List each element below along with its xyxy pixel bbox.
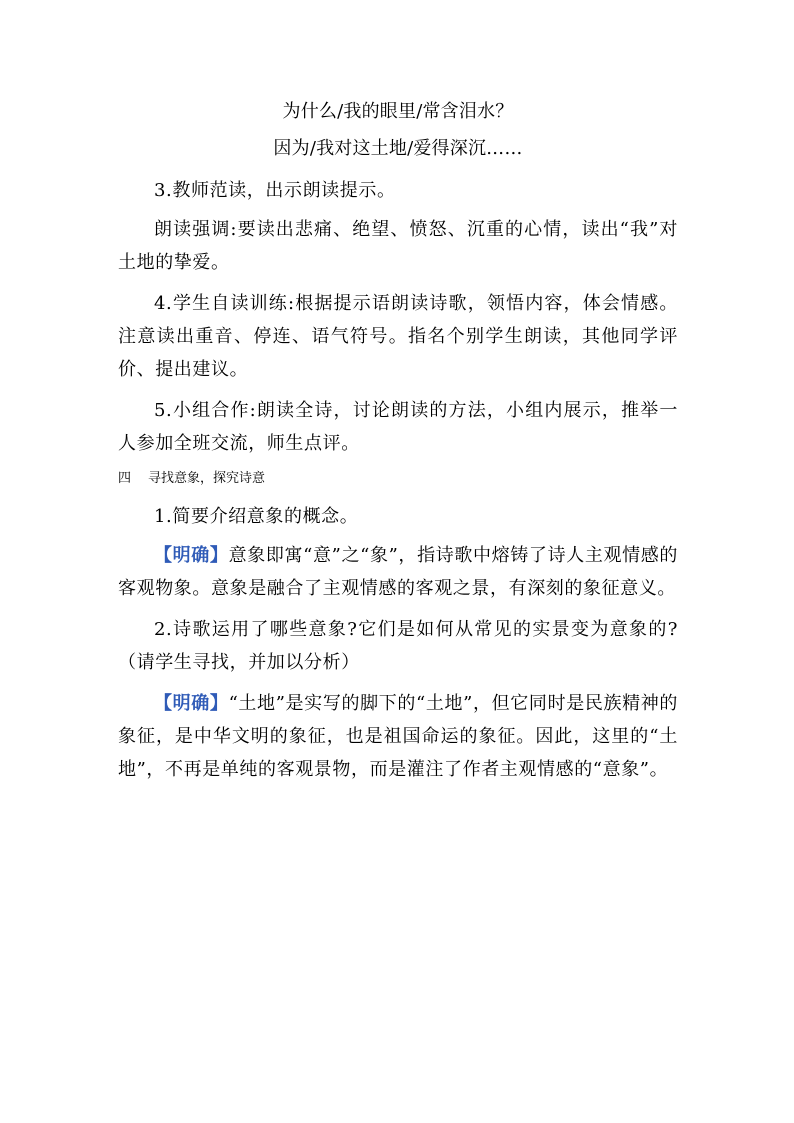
section-4-number: 四: [118, 471, 132, 486]
reading-emphasis: 朗读强调:要读出悲痛、绝望、愤怒、沉重的心情，读出“我”对土地的挚爱。: [118, 219, 678, 273]
section-4-title: 寻找意象，探究诗意: [148, 471, 266, 486]
step-5: 5.小组合作:朗读全诗，讨论朗读的方法，小组内展示，推举一人参加全班交流，师生点评。: [118, 400, 678, 454]
item-1: 1.简要介绍意象的概念。: [154, 506, 359, 527]
step-4: 4.学生自读训练:根据提示语朗读诗歌，领悟内容，体会情感。注意读出重音、停连、语气符号。指名个别学生朗读，其他同学评价、提出建议。: [118, 293, 678, 380]
clarify-1: [118, 539, 678, 605]
document-body: [118, 100, 678, 794]
clarify-1-text: 意象即寓“意”之“象”，指诗歌中熔铸了诗人主观情感的客观物象。意象是融合了主观情感的客观之景，有深刻的象征意义。: [118, 545, 679, 599]
clarify-label: 【明确】: [154, 545, 229, 566]
clarify-label: 【明确】: [154, 693, 229, 714]
clarify-2: [118, 687, 678, 786]
poem-line-2: 因为/我对这土地/爱得深沉……: [273, 138, 523, 159]
item-2: 2.诗歌运用了哪些意象?它们是如何从常见的实景变为意象的?（请学生寻找，并加以分析）: [118, 619, 678, 673]
step-3: 3.教师范读，出示朗读提示。: [154, 180, 396, 201]
section-4-heading: [118, 468, 678, 490]
clarify-2-text: “土地”是实写的脚下的“土地”，但它同时是民族精神的象征，是中华文明的象征，也是祖国命运的象征。因此，这里的“土地”，不再是单纯的客观景物，而是灌注了作者主观情感的“意象”。: [118, 693, 679, 780]
poem-line-1: 为什么/我的眼里/常含泪水？: [282, 101, 514, 122]
